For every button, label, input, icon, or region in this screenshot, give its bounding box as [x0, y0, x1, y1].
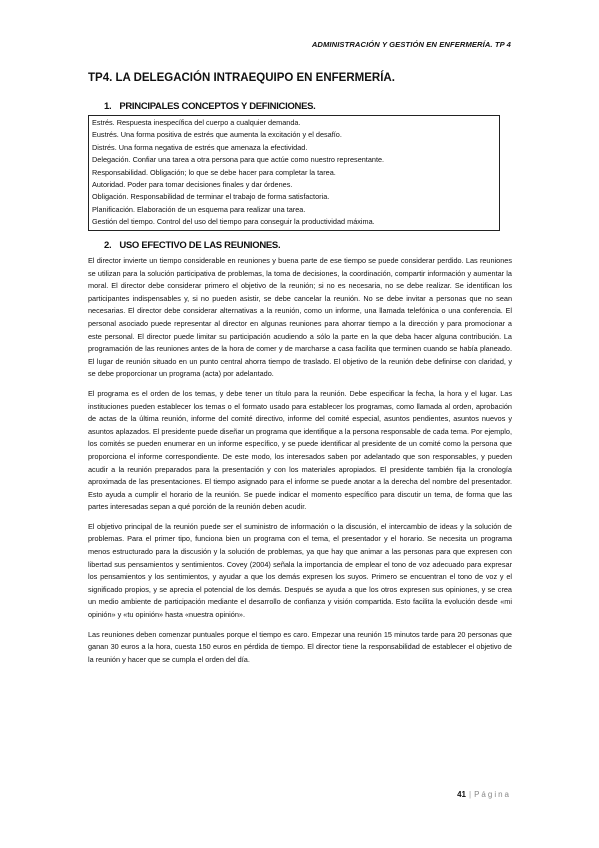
section-heading-meetings [104, 240, 280, 251]
definition-item: Obligación. Responsabilidad de terminar el trabajo de forma satisfactoria. [92, 192, 330, 202]
definition-item: Delegación. Confiar una tarea a otra persona para que actúe como nuestro representante. [92, 155, 385, 165]
definition-item: Eustrés. Una forma positiva de estrés que aumenta la excitación y el desafío. [92, 130, 342, 140]
section-heading-concepts [104, 101, 316, 112]
definition-item: Planificación. Elaboración de un esquema para realizar una tarea. [92, 204, 306, 214]
paragraph: El objetivo principal de la reunión puede ser el suministro de información o la discusión, el intercambio de ideas y la solución de problemas. Para el primer tipo, funciona bien un programa con el tema, el presentador y el horario. Se necesita un programa menos estructurado para la discusión y la solución de problemas, ya que hay que animar a las personas para que expresen con libertad sus pensamientos y sentimientos. Covey (2004) señala la importancia de emplear el tono de voz adecuado para expresar los pensamientos y los sentimientos, y ayudar a que los demás expresen los suyos. Primero se encuentran el tono de voz y el significado propios, y se aprecia el potencial de los demás. Después se ayuda a que los otros expresen sus opiniones, y se crea un medio ambiente de participación mediante el desarrollo de confianza y visión compartida. Esto facilita la evolución desde «mi opinión» y «tu opinión» hasta «nuestra opinión». [88, 521, 512, 620]
document-title: TP4. LA DELEGACIÓN INTRAEQUIPO EN ENFERMERÍA. [88, 72, 395, 84]
definition-item: Distrés. Una forma negativa de estrés que amenaza la efectividad. [92, 142, 308, 152]
section-number: 2. [104, 240, 112, 251]
page-label: Página [474, 790, 511, 799]
section-number: 1. [104, 101, 112, 112]
definition-item: Autoridad. Poder para tomar decisiones finales y dar órdenes. [92, 180, 293, 190]
footer-separator: | [469, 790, 472, 799]
definition-item: Gestión del tiempo. Control del uso del tiempo para conseguir la productividad máxima. [92, 217, 375, 227]
definitions-box [88, 115, 500, 231]
running-header: ADMINISTRACIÓN Y GESTIÓN EN ENFERMERÍA. TP 4 [311, 40, 511, 49]
paragraph: El director invierte un tiempo considerable en reuniones y buena parte de ese tiempo se puede considerar perdido. Las reuniones se utilizan para la solución participativa de problemas, la toma de decisiones, la coordinación, compartir información y aumentar la moral. El director debe considerar primero el objetivo de la reunión; si no es necesaria, no se debe realizar. Se identifican los participantes indispensables y, si no pueden asistir, se debe cancelar la reunión. No se debe invitar a personas que no sean necesarias. El director debe considerar alternativas a la reunión, como un informe, una llamada telefónica o una conferencia. El personal asociado puede representar al director en algunas reuniones para ahorrar tiempo a la dirección y para promocionar a este personal. El director puede limitar su participación acudiendo a sólo la parte en la que deba hacer alguna contribución. La programación de las reuniones antes de la hora de comer y de marcharse a casa facilita que terminen cuando se había planeado. El lugar de reunión situado en un punto central ahorra tiempo de traslado. El objetivo de la reunión debe definirse con claridad, y se debe proporcionar un programa (acta) por adelantado. [88, 256, 512, 379]
section-title: PRINCIPALES CONCEPTOS Y DEFINICIONES. [119, 101, 316, 112]
definition-item: Responsabilidad. Obligación; lo que se debe hacer para completar la tarea. [92, 167, 336, 177]
page-number: 41 [457, 790, 466, 799]
section-title: USO EFECTIVO DE LAS REUNIONES. [119, 240, 281, 251]
page-footer [457, 790, 511, 799]
paragraph: El programa es el orden de los temas, y debe tener un título para la reunión. Debe especificar la fecha, la hora y el lugar. Las instituciones pueden establecer los temas o el formato usado para establecer los programas, como llamada al orden, aprobación de actas de la última reunión, informe del comité directivo, informe del comité especial, asuntos pendientes, asuntos nuevos y asuntos aplazados. El presidente puede diseñar un programa que identifique a la persona responsable de cada tema. Por ejemplo, los comités se pueden enumerar en un informe específico, y se puede identificar al presidente de un comité como la persona que proporciona el informe correspondiente. De este modo, los interesados saben por adelantado que son responsables, y pueden acudir a la reunión preparados para la presentación y con los materiales apropiados. El presidente también fija la cronología aproximada de las presentaciones. El tiempo asignado para el informe se puede anotar a la derecha del nombre del presentador. Esto ayuda a cumplir el horario de la reunión. Se puede indicar el momento específico para discutir un tema, de forma que las partes interesadas sepan a qué porción de la reunión deben acudir. [88, 388, 512, 512]
definition-item: Estrés. Respuesta inespecífica del cuerpo a cualquier demanda. [92, 118, 301, 127]
body-text [88, 255, 512, 673]
paragraph: Las reuniones deben comenzar puntuales porque el tiempo es caro. Empezar una reunión 15 minutos tarde para 20 personas que ganan 30 euros a la hora, cuesta 150 euros en pérdida de tiempo. El director tiene la responsabilidad de establecer el objetivo de la reunión y hacer que se cumpla el orden del día. [88, 629, 512, 664]
